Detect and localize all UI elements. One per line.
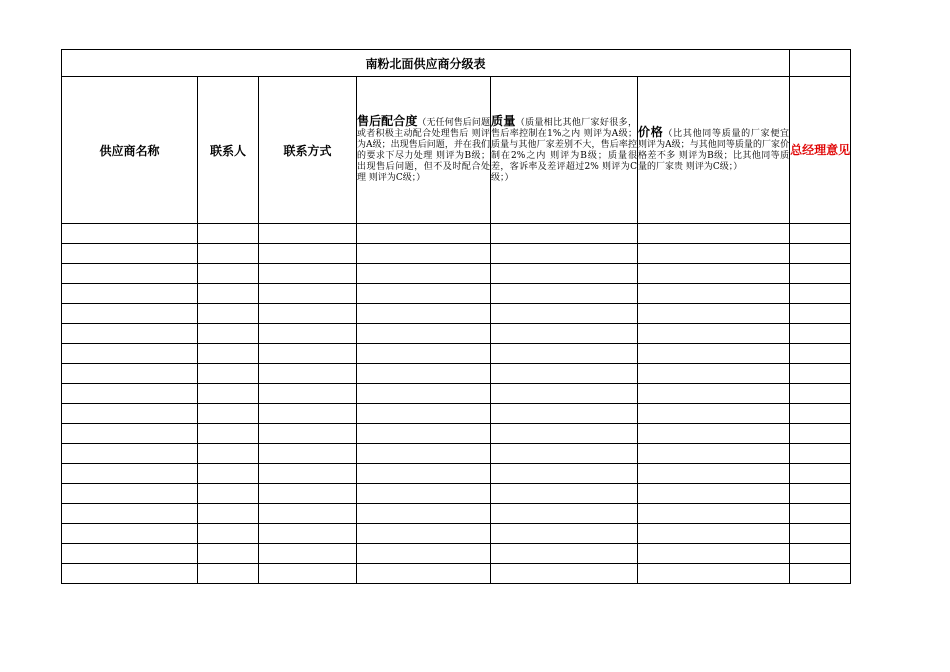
table-cell[interactable]: [198, 224, 259, 244]
table-cell[interactable]: [491, 524, 638, 544]
table-cell[interactable]: [198, 544, 259, 564]
table-cell[interactable]: [491, 544, 638, 564]
table-cell[interactable]: [62, 484, 198, 504]
table-cell[interactable]: [638, 464, 790, 484]
table-cell[interactable]: [790, 284, 851, 304]
table-row: [62, 324, 851, 344]
table-cell[interactable]: [491, 464, 638, 484]
table-cell[interactable]: [259, 524, 357, 544]
price-title: 价格: [638, 125, 664, 139]
table-cell[interactable]: [259, 444, 357, 464]
table-cell[interactable]: [259, 264, 357, 284]
table-cell[interactable]: [790, 484, 851, 504]
table-cell[interactable]: [198, 304, 259, 324]
table-row: [62, 524, 851, 544]
table-cell[interactable]: [62, 224, 198, 244]
table-cell[interactable]: [491, 384, 638, 404]
table-cell[interactable]: [491, 364, 638, 384]
header-quality[interactable]: [491, 77, 638, 224]
after-sales-title: 售后配合度: [357, 114, 418, 128]
table-cell[interactable]: [198, 324, 259, 344]
table-cell[interactable]: [62, 504, 198, 524]
table-cell[interactable]: [62, 304, 198, 324]
table-cell[interactable]: [790, 424, 851, 444]
table-cell[interactable]: [198, 524, 259, 544]
table-cell[interactable]: [62, 544, 198, 564]
table-row: [62, 244, 851, 264]
table-cell[interactable]: [638, 524, 790, 544]
quality-desc: （质量相比其他厂家好很多，售后率控制在1%之内 则评为A级；质量与其他厂家差别不大，售后率控制在2%之内 则评为B级；质量很差，客诉率及差评超过2% 则评为C级；）: [491, 118, 637, 183]
table-cell[interactable]: [198, 464, 259, 484]
table-cell[interactable]: [198, 344, 259, 364]
table-cell[interactable]: [62, 444, 198, 464]
table-cell[interactable]: [62, 364, 198, 384]
table-cell[interactable]: [357, 324, 491, 344]
table-cell[interactable]: [259, 504, 357, 524]
table-cell[interactable]: [491, 404, 638, 424]
table-cell[interactable]: [259, 424, 357, 444]
table-cell[interactable]: [491, 484, 638, 504]
table-cell[interactable]: [491, 264, 638, 284]
supplier-rating-table: [61, 49, 851, 584]
table-cell[interactable]: [638, 484, 790, 504]
table-cell[interactable]: [357, 444, 491, 464]
table-row: [62, 384, 851, 404]
table-cell[interactable]: [790, 444, 851, 464]
table-cell[interactable]: [259, 284, 357, 304]
table-row: [62, 404, 851, 424]
table-cell[interactable]: [357, 564, 491, 584]
table-cell[interactable]: [790, 404, 851, 424]
table-cell[interactable]: [357, 424, 491, 444]
table-cell[interactable]: [638, 364, 790, 384]
table-cell[interactable]: [259, 464, 357, 484]
table-cell[interactable]: [198, 244, 259, 264]
table-cell[interactable]: [62, 524, 198, 544]
table-row: [62, 304, 851, 324]
table-cell[interactable]: [790, 464, 851, 484]
table-cell[interactable]: [790, 524, 851, 544]
table-cell[interactable]: [198, 364, 259, 384]
table-cell[interactable]: [491, 344, 638, 364]
table-cell[interactable]: [259, 484, 357, 504]
table-cell[interactable]: [357, 284, 491, 304]
table-cell[interactable]: [259, 244, 357, 264]
table-cell[interactable]: [62, 384, 198, 404]
table-cell[interactable]: [198, 504, 259, 524]
table-cell[interactable]: [259, 564, 357, 584]
table-cell[interactable]: [491, 424, 638, 444]
table-cell[interactable]: [638, 424, 790, 444]
table-cell[interactable]: [357, 484, 491, 504]
table-cell[interactable]: [491, 284, 638, 304]
table-cell[interactable]: [638, 284, 790, 304]
table-cell[interactable]: [357, 224, 491, 244]
table-cell[interactable]: [638, 544, 790, 564]
table-cell[interactable]: [62, 244, 198, 264]
table-cell[interactable]: [62, 284, 198, 304]
table-cell[interactable]: [357, 264, 491, 284]
header-after-sales[interactable]: [357, 77, 491, 224]
table-cell[interactable]: [259, 404, 357, 424]
table-cell[interactable]: [259, 324, 357, 344]
table-row: [62, 264, 851, 284]
header-contact-person[interactable]: 联系人: [198, 77, 259, 224]
table-cell[interactable]: [491, 224, 638, 244]
table-row: [62, 424, 851, 444]
table-cell[interactable]: [198, 404, 259, 424]
table-cell[interactable]: [259, 224, 357, 244]
table-cell[interactable]: [491, 324, 638, 344]
table-cell[interactable]: [638, 304, 790, 324]
header-contact-method[interactable]: 联系方式: [259, 77, 357, 224]
table-cell[interactable]: [198, 564, 259, 584]
table-cell[interactable]: [790, 244, 851, 264]
price-desc: （比其他同等质量的厂家便宜 则评为A级；与其他同等质量的厂家价格差不多 则评为B级；比其他同等质量的厂家贵 则评为C级；）: [638, 129, 790, 172]
table-cell[interactable]: [790, 264, 851, 284]
table-cell[interactable]: [638, 504, 790, 524]
table-cell[interactable]: [198, 424, 259, 444]
after-sales-desc: （无任何售后问题或者积极主动配合处理售后 则评为A级；出现售后问题，并在我们的要求下尽力处理 则评为B级；出现售后问题，但不及时配合处理 则评为C级；）: [357, 118, 490, 183]
table-cell[interactable]: [357, 544, 491, 564]
table-cell[interactable]: [357, 504, 491, 524]
table-cell[interactable]: [357, 304, 491, 324]
table-cell[interactable]: [259, 304, 357, 324]
table-cell[interactable]: [357, 384, 491, 404]
quality-title: 质量: [491, 114, 516, 128]
table-cell[interactable]: [357, 344, 491, 364]
table-row: [62, 284, 851, 304]
table-cell[interactable]: [638, 264, 790, 284]
table-row: [62, 344, 851, 364]
table-cell[interactable]: [357, 464, 491, 484]
table-cell[interactable]: [790, 384, 851, 404]
table-cell[interactable]: [491, 504, 638, 524]
table-cell[interactable]: [62, 424, 198, 444]
table-cell[interactable]: [790, 564, 851, 584]
table-cell[interactable]: [638, 384, 790, 404]
table-cell[interactable]: [790, 224, 851, 244]
table-cell[interactable]: [198, 384, 259, 404]
table-cell[interactable]: [491, 444, 638, 464]
table-cell[interactable]: [638, 344, 790, 364]
table-row: [62, 544, 851, 564]
table-cell[interactable]: [638, 404, 790, 424]
table-cell[interactable]: [638, 224, 790, 244]
table-cell[interactable]: [790, 364, 851, 384]
table-cell[interactable]: [491, 244, 638, 264]
table-cell[interactable]: [198, 264, 259, 284]
table-row: [62, 464, 851, 484]
table-row: [62, 564, 851, 584]
table-cell[interactable]: [259, 344, 357, 364]
table-row: [62, 444, 851, 464]
header-gm-opinion[interactable]: 总经理意见: [790, 77, 851, 224]
table-cell[interactable]: [357, 404, 491, 424]
table-cell[interactable]: [357, 524, 491, 544]
table-row: [62, 224, 851, 244]
table-cell[interactable]: [790, 544, 851, 564]
table-cell[interactable]: [62, 404, 198, 424]
table-cell[interactable]: [638, 444, 790, 464]
table-cell[interactable]: [491, 304, 638, 324]
table-cell[interactable]: [790, 324, 851, 344]
table-cell[interactable]: [790, 504, 851, 524]
table-cell[interactable]: [198, 444, 259, 464]
table-cell[interactable]: [790, 304, 851, 324]
table-cell[interactable]: [62, 324, 198, 344]
sheet-title[interactable]: 南粉北面供应商分级表: [62, 50, 790, 77]
table-cell[interactable]: [259, 544, 357, 564]
header-supplier-name[interactable]: 供应商名称: [62, 77, 198, 224]
title-blank-cell[interactable]: [790, 50, 851, 77]
table-cell[interactable]: [198, 284, 259, 304]
table-cell[interactable]: [790, 344, 851, 364]
table-cell[interactable]: [259, 384, 357, 404]
table-cell[interactable]: [638, 564, 790, 584]
table-row: [62, 364, 851, 384]
table-cell[interactable]: [62, 344, 198, 364]
table-row: [62, 484, 851, 504]
table-cell[interactable]: [638, 244, 790, 264]
table-cell[interactable]: [62, 264, 198, 284]
header-price[interactable]: [638, 77, 790, 224]
table-cell[interactable]: [62, 464, 198, 484]
table-cell[interactable]: [357, 364, 491, 384]
table-row: [62, 504, 851, 524]
table-cell[interactable]: [491, 564, 638, 584]
table-cell[interactable]: [62, 564, 198, 584]
table-cell[interactable]: [198, 484, 259, 504]
table-cell[interactable]: [357, 244, 491, 264]
table-cell[interactable]: [638, 324, 790, 344]
table-cell[interactable]: [259, 364, 357, 384]
